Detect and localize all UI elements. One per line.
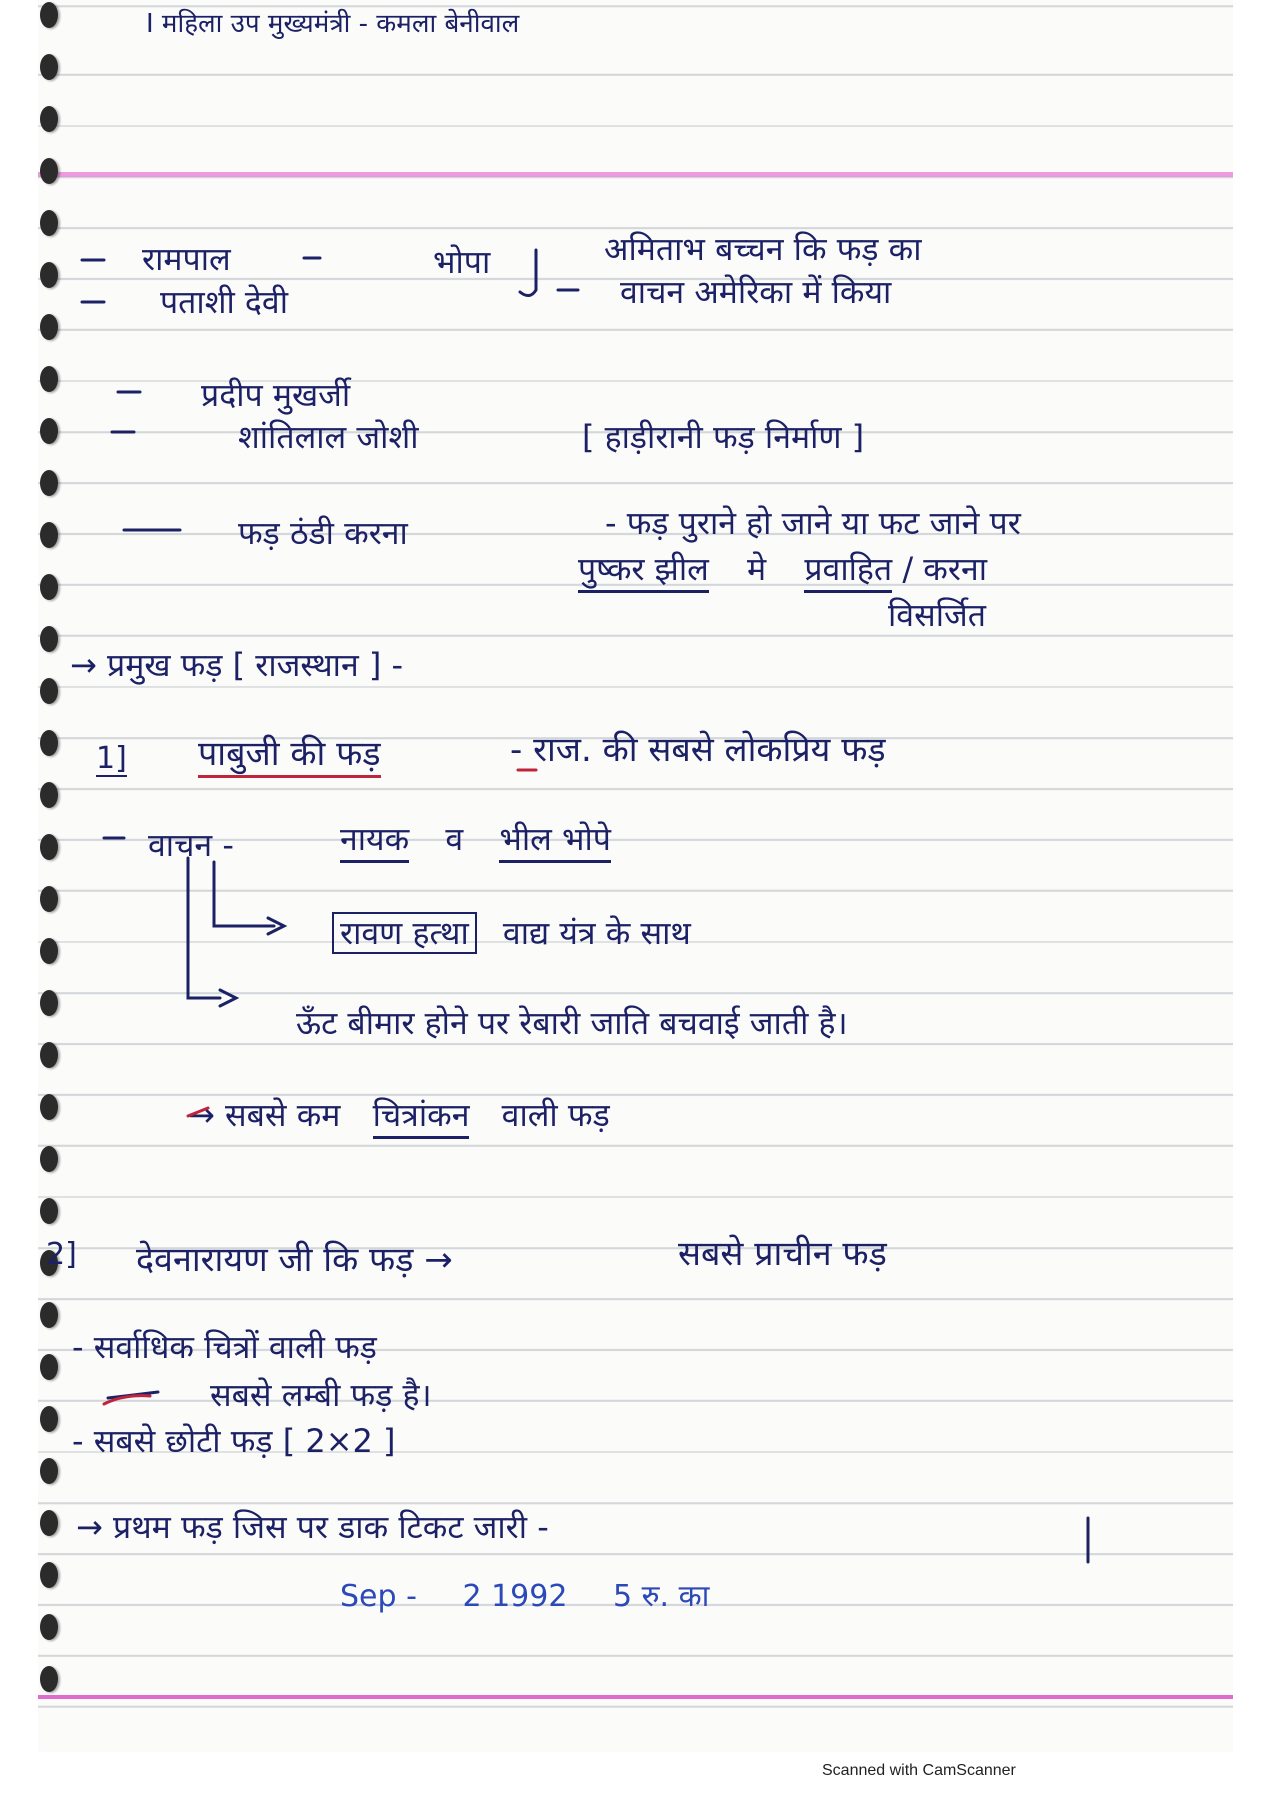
nayak-word: नायक [340, 820, 409, 863]
item1-desc: - राज. की सबसे लोकप्रिय फड़ [510, 730, 886, 770]
bachchan-note-line1: अमिताभ बच्चन कि फड़ का [604, 230, 922, 268]
item1-number: 1] [96, 741, 127, 776]
karna-word: करना [923, 550, 987, 588]
sep-text: Sep - [340, 1579, 417, 1614]
bachchan-note-line2: वाचन अमेरिका में किया [620, 273, 892, 311]
notebook-paper [38, 0, 1233, 1752]
hadirani-phad-note: [ हाड़ीरानी फड़ निर्माण ] [582, 418, 865, 456]
item2-desc: सबसे प्राचीन फड़ [678, 1234, 887, 1274]
sabse-chhoti-line: - सबसे छोटी फड़ [ 2×2 ] [72, 1422, 396, 1460]
shantilal-joshi: शांतिलाल जोशी [238, 418, 419, 456]
pen-marks [38, 0, 1233, 1752]
pushkar-jheel: पुष्कर झील [578, 550, 709, 593]
dak-ticket-line: → प्रथम फड़ जिस पर डाक टिकट जारी - [76, 1508, 549, 1546]
year-text: 2 1992 [462, 1579, 568, 1614]
header-note: I महिला उप मुख्यमंत्री - कमला बेनीवाल [146, 9, 520, 39]
pravahit-word: प्रवाहित [804, 550, 892, 593]
ravan-hattha-box: रावण हत्था [332, 912, 477, 954]
oont-bimar-line: ऊँट बीमार होने पर रेबारी जाति बचवाई जाती है। [296, 1004, 848, 1042]
me-word: मे [747, 550, 767, 588]
chitrankan-word: चित्रांकन [373, 1096, 470, 1139]
vachan-label: वाचन - [148, 826, 234, 864]
sarvadhik-chitron-line: - सर्वाधिक चित्रों वाली फड़ [72, 1328, 377, 1366]
sabse-lambi-line: सबसे लम्बी फड़ है। [210, 1376, 432, 1414]
five-rupee-text: 5 रु. का [612, 1579, 710, 1614]
phad-thandi-desc-line1: - फड़ पुराने हो जाने या फट जाने पर [605, 504, 1021, 542]
bheel-bhope: भील भोपे [499, 820, 611, 863]
role-bhopa: भोपा [433, 243, 491, 281]
item2-title-devnarayan: देवनारायण जी कि फड़ → [136, 1240, 453, 1280]
name-patashi-devi: पताशी देवी [160, 283, 288, 321]
vadya-yantra-text: वाद्य यंत्र के साथ [502, 914, 691, 952]
visarjit-word: विसर्जित [888, 596, 986, 634]
sabse-kam-text: → सबसे कम [188, 1096, 341, 1134]
phad-thandi-label: फड़ ठंडी करना [238, 514, 408, 552]
pradeep-mukherjee: प्रदीप मुखर्जी [201, 376, 351, 414]
section-heading-pramukh-phad: → प्रमुख फड़ [ राजस्थान ] - [70, 646, 404, 684]
item2-number: 2] [46, 1237, 77, 1272]
vali-phad-text: वाली फड़ [501, 1096, 610, 1134]
item1-title-pabuji: पाबुजी की फड़ [198, 736, 381, 778]
camscanner-footer: Scanned with CamScanner [822, 1762, 1016, 1779]
slash: / [902, 550, 914, 588]
name-rampal: रामपाल [142, 240, 231, 278]
va-word: व [445, 820, 464, 858]
